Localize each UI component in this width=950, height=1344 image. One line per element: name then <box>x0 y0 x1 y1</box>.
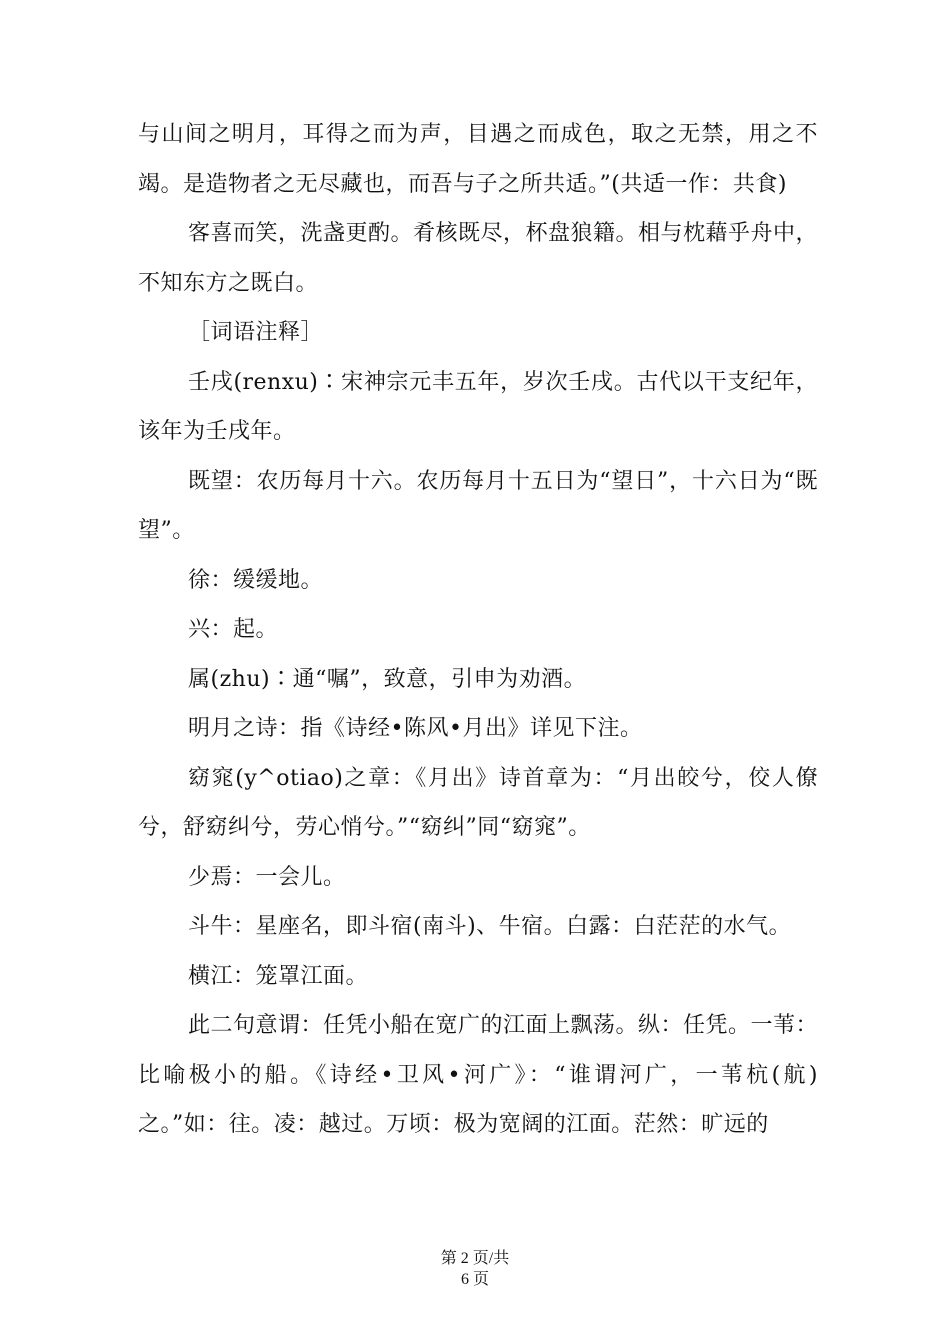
paragraph: 壬戌(renxu)∶宋神宗元丰五年，岁次壬戌。古代以干支纪年，该年为壬戌年。 <box>138 369 818 444</box>
document-body <box>138 110 818 1150</box>
paragraph: 少焉：一会儿。 <box>188 864 346 890</box>
paragraph: 斗牛：星座名，即斗宿(南斗)、牛宿。白露：白茫茫的水气。 <box>188 914 792 939</box>
paragraph: 此二句意谓：任凭小船在宽广的江面上飘荡。纵：任凭。一苇：比喻极小的船。《诗经•卫风•河广》：“谁谓河广，一苇杭(航)之。”如：往。凌：越过。万顷：极为宽阔的江面。茫然：旷远的 <box>138 1013 819 1137</box>
paragraph: 与山间之明月，耳得之而为声，目遇之而成色，取之无禁，用之不竭。是造物者之无尽藏也，而吾与子之所共适。”(共适一作：共食) <box>138 122 818 197</box>
paragraph: 客喜而笑，洗盏更酌。肴核既尽，杯盘狼籍。相与枕藉乎舟中，不知东方之既白。 <box>138 221 819 296</box>
page-number-line-2: 6 页 <box>460 1271 489 1288</box>
paragraph: ［词语注释］ <box>188 320 324 345</box>
paragraph: 兴：起。 <box>188 617 279 642</box>
paragraph: 徐：缓缓地。 <box>188 567 324 593</box>
paragraph: 横江：笼罩江面。 <box>188 963 369 989</box>
page-number-line-1: 第 2 页/共 <box>440 1250 510 1267</box>
paragraph: 窈窕(y^otiao)之章：《月出》诗首章为：“月出皎兮，佼人僚兮，舒窈纠兮，劳心悄兮。”“窈纠”同“窈窕”。 <box>138 765 818 840</box>
paragraph: 既望：农历每月十六。农历每月十五日为“望日”，十六日为“既望”。 <box>138 468 818 543</box>
paragraph: 明月之诗：指《诗经•陈风•月出》详见下注。 <box>188 716 643 741</box>
paragraph: 属(zhu)∶通“嘱”，致意，引申为劝酒。 <box>188 666 587 692</box>
page-footer <box>0 1248 950 1290</box>
